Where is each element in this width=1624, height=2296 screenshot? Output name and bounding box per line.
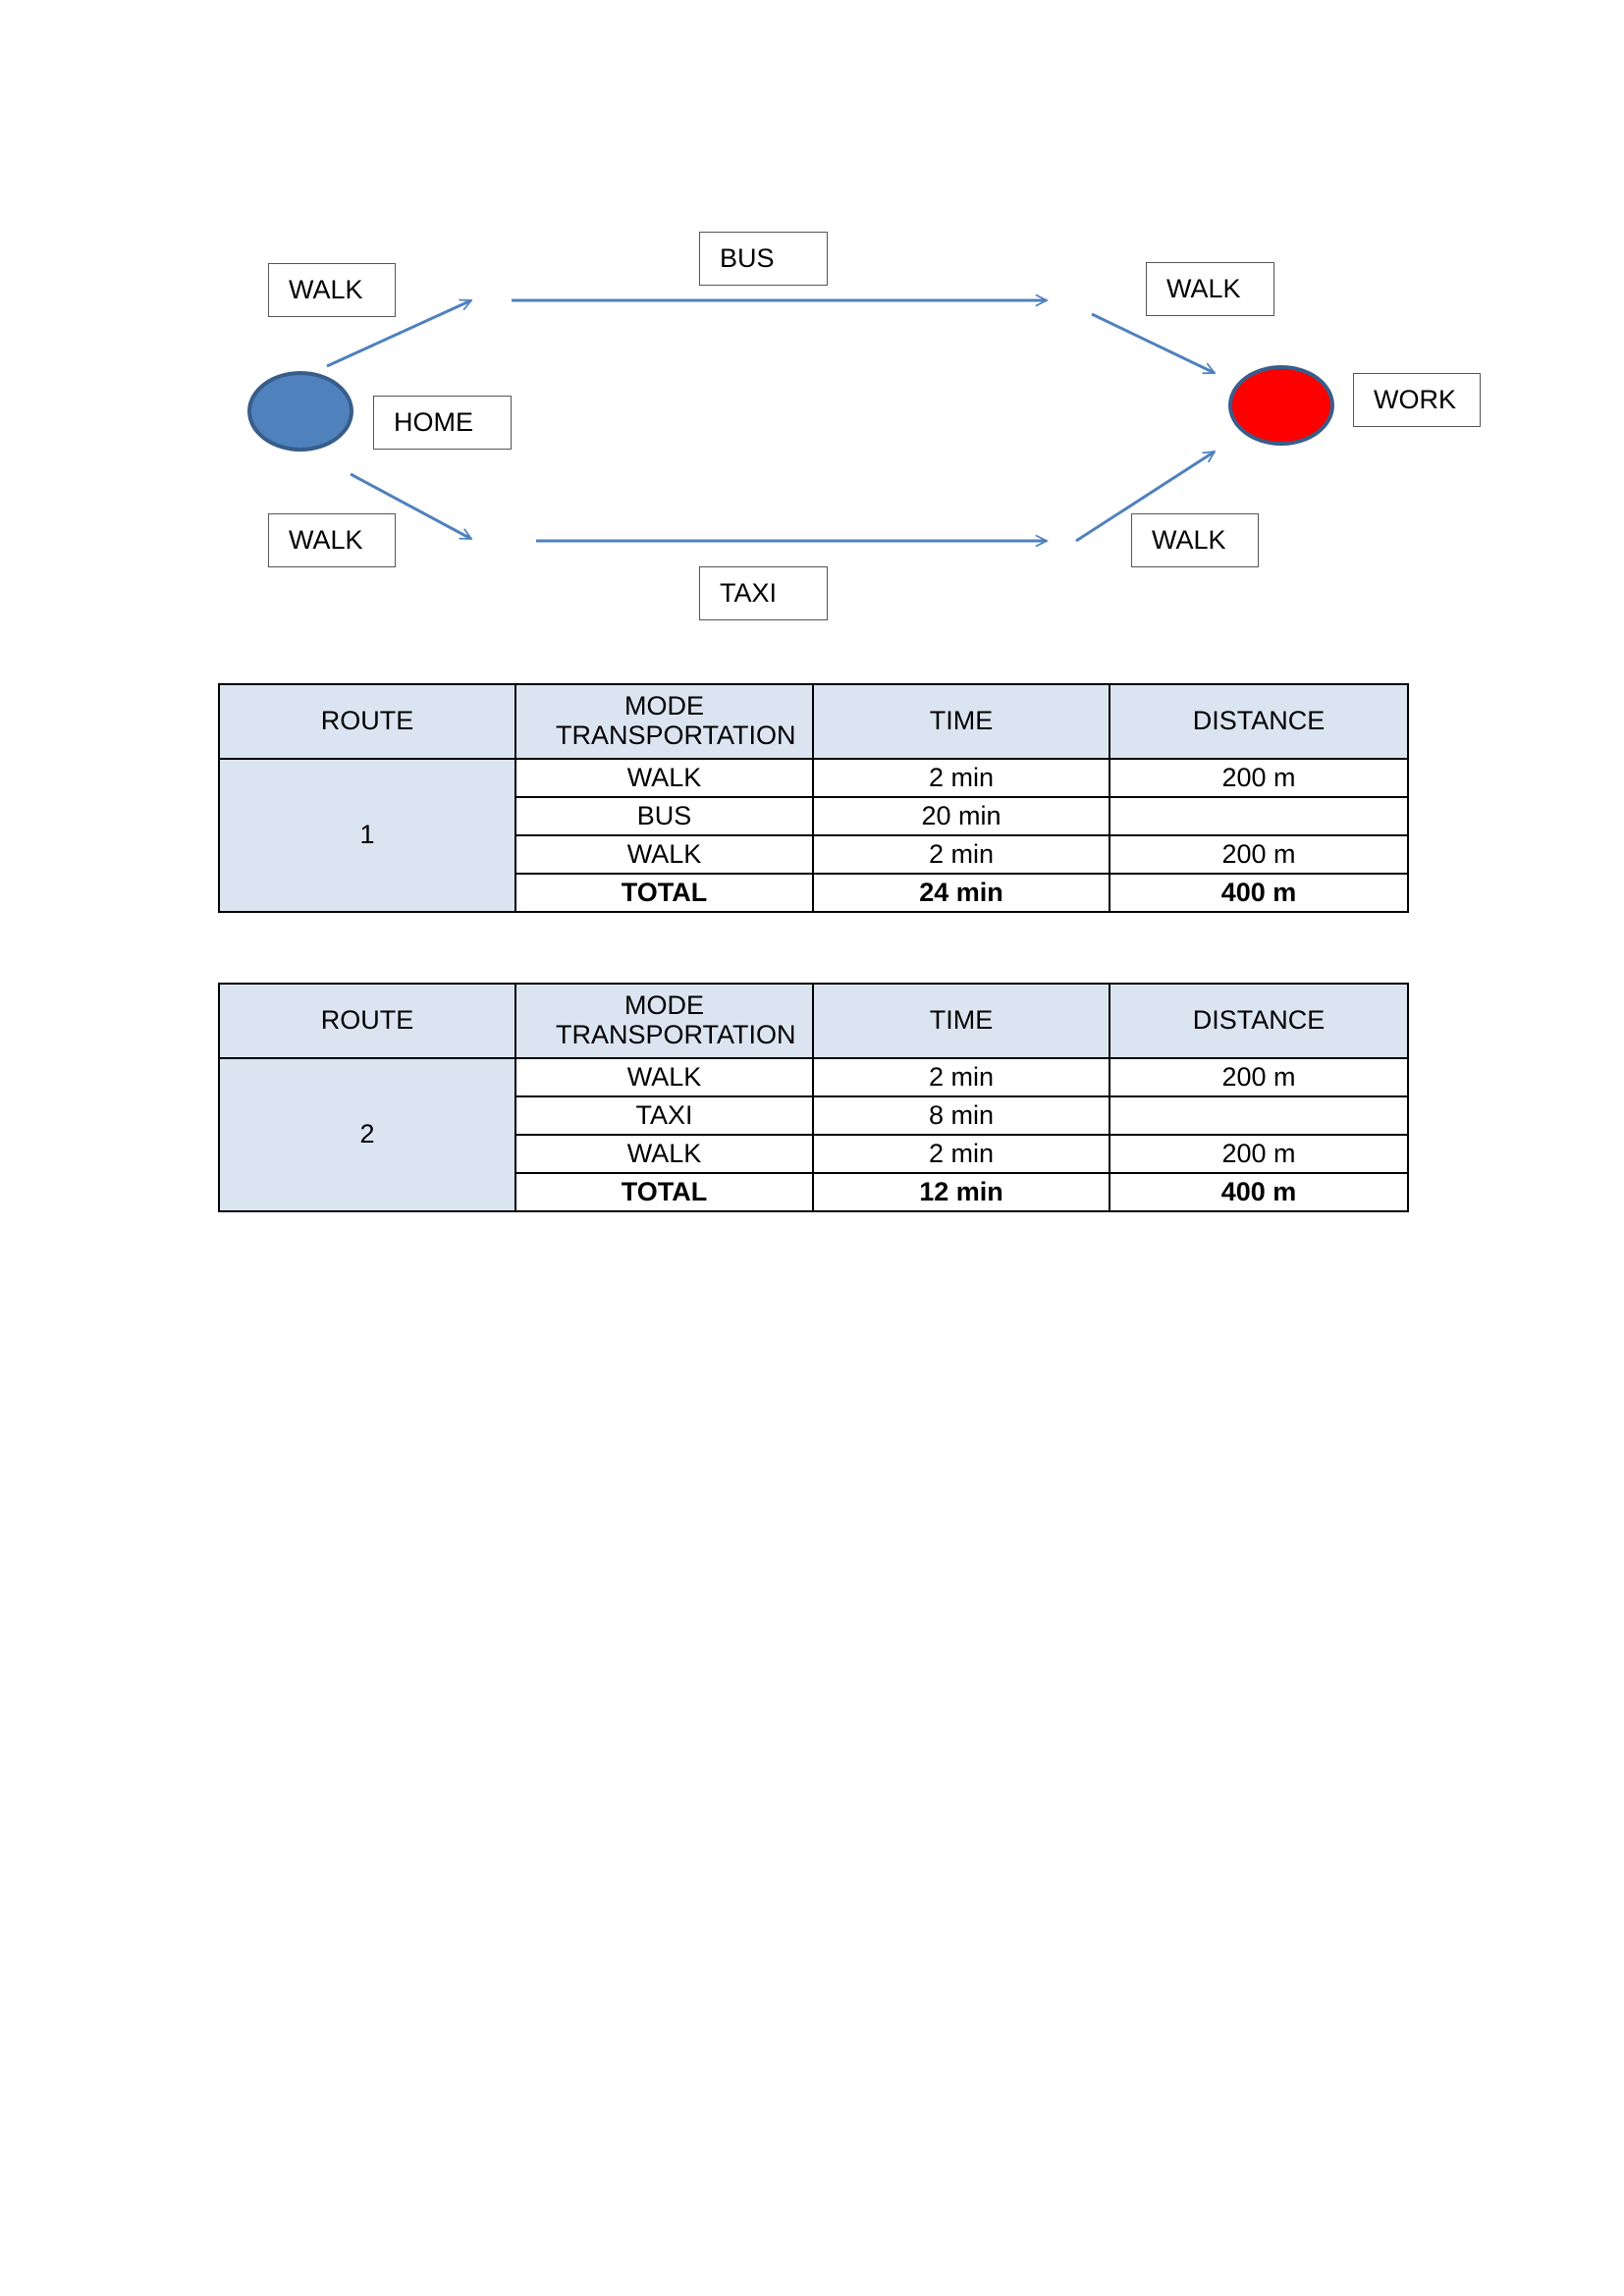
mode-cell: WALK — [515, 1135, 813, 1173]
header-mode: MODE TRANSPORTATION — [515, 684, 813, 759]
total-distance: 400 m — [1110, 1173, 1408, 1211]
label-walk-top-right: WALK — [1146, 262, 1274, 316]
distance-cell: 200 m — [1110, 835, 1408, 874]
mode-cell: TAXI — [515, 1096, 813, 1135]
total-distance: 400 m — [1110, 874, 1408, 912]
route-2-table — [218, 983, 1409, 1212]
mode-cell: WALK — [515, 759, 813, 797]
header-time: TIME — [813, 684, 1110, 759]
route-number: 2 — [219, 1058, 515, 1211]
time-cell: 2 min — [813, 759, 1110, 797]
header-route: ROUTE — [219, 984, 515, 1058]
mode-cell: WALK — [515, 1058, 813, 1096]
header-distance: DISTANCE — [1110, 684, 1408, 759]
time-cell: 2 min — [813, 1135, 1110, 1173]
label-bus: BUS — [699, 232, 828, 286]
distance-cell: 200 m — [1110, 1135, 1408, 1173]
table-row — [219, 759, 1408, 797]
time-cell: 20 min — [813, 797, 1110, 835]
mode-cell: WALK — [515, 835, 813, 874]
header-mode: MODE TRANSPORTATION — [515, 984, 813, 1058]
route-diagram — [0, 0, 1624, 687]
header-distance: DISTANCE — [1110, 984, 1408, 1058]
time-cell: 2 min — [813, 835, 1110, 874]
label-work: WORK — [1353, 373, 1481, 427]
table-header-row — [219, 684, 1408, 759]
distance-cell: 200 m — [1110, 1058, 1408, 1096]
total-label: TOTAL — [515, 874, 813, 912]
label-walk-top-left: WALK — [268, 263, 396, 317]
route-1-table — [218, 683, 1409, 913]
distance-cell — [1110, 1096, 1408, 1135]
label-walk-bottom-right: WALK — [1131, 513, 1259, 567]
label-home: HOME — [373, 396, 512, 450]
distance-cell: 200 m — [1110, 759, 1408, 797]
mode-cell: BUS — [515, 797, 813, 835]
distance-cell — [1110, 797, 1408, 835]
table-header-row — [219, 984, 1408, 1058]
total-label: TOTAL — [515, 1173, 813, 1211]
arrow-walk-bus-to-work — [1092, 314, 1215, 373]
header-route: ROUTE — [219, 684, 515, 759]
time-cell: 2 min — [813, 1058, 1110, 1096]
total-time: 12 min — [813, 1173, 1110, 1211]
route-number: 1 — [219, 759, 515, 912]
label-walk-bottom-left: WALK — [268, 513, 396, 567]
time-cell: 8 min — [813, 1096, 1110, 1135]
header-time: TIME — [813, 984, 1110, 1058]
total-time: 24 min — [813, 874, 1110, 912]
table-row — [219, 1058, 1408, 1096]
label-taxi: TAXI — [699, 566, 828, 620]
work-node — [1228, 365, 1334, 446]
home-node — [247, 371, 353, 452]
